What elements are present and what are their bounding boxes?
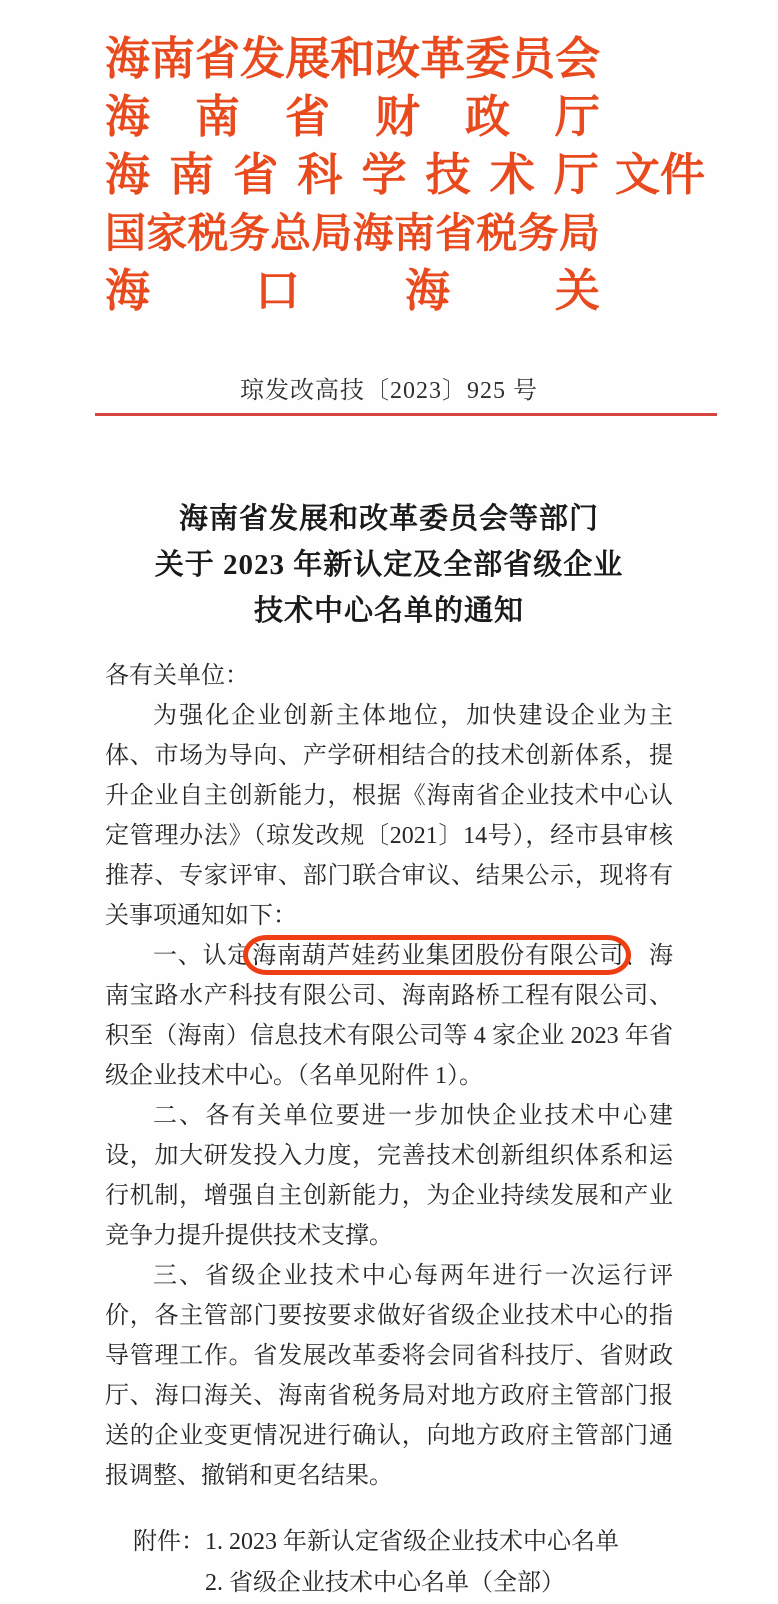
paragraph-background: 为强化企业创新主体地位，加快建设企业为主体、市场为导向、产学研相结合的技术创新体系，提升企业自主创新能力，根据《海南省企业技术中心认定管理办法》（琼发改规〔2021〕14号），经市县审核推荐、专家评审、部门联合审议、结果公示，现将有关事项通知如下： <box>105 703 673 929</box>
notice-title-line-3: 技术中心名单的通知 <box>253 595 524 627</box>
letterhead-line-ndrc: 海 南 省 发 展 和 改 革 委 员 会 <box>105 33 601 84</box>
notice-body <box>105 656 673 1604</box>
document-number: 琼发改高技〔2023〕925 号 <box>240 378 538 404</box>
paragraph-recognition-pre: 一、认定 <box>153 943 253 969</box>
paragraph-requirements: 二、各有关单位要进一步加快企业技术中心建设，加大研发投入力度，完善技术创新组织体系和运行机制，增强自主创新能力，为企业持续发展和产业竞争力提升提供技术支撑。 <box>105 1103 673 1249</box>
attachments-block <box>133 1522 673 1604</box>
red-separator-line <box>95 413 717 416</box>
letterhead-line-customs: 海 口 海 关 <box>105 265 600 316</box>
attachments-label: 附件： <box>133 1529 205 1555</box>
letterhead-document-word: 文件 <box>614 149 705 200</box>
paragraph-recognition <box>105 936 673 1096</box>
highlighted-company-name: 海南葫芦娃药业集团股份有限公司 <box>252 943 625 969</box>
letterhead-line-science: 海 南 省 科 学 技 术 厅 <box>105 149 599 200</box>
letterhead-line-science-row <box>105 146 705 204</box>
paragraph-evaluation: 三、省级企业技术中心每两年进行一次运行评价，各主管部门要按要求做好省级企业技术中心的指导管理工作。省发展改革委将会同省科技厅、省财政厅、海口海关、海南省税务局对地方政府主管部门报送的企业变更情况进行确认，向地方政府主管部门通报调整、撤销和更名结果。 <box>105 1263 673 1489</box>
salutation: 各有关单位： <box>105 663 249 689</box>
attachment-item-2: 2. 省级企业技术中心名单（全部） <box>205 1570 565 1596</box>
attachment-item-1: 1. 2023 年新认定省级企业技术中心名单 <box>205 1529 619 1555</box>
notice-title-line-2: 关于 2023 年新认定及全部省级企业 <box>154 549 624 581</box>
notice-title <box>0 496 778 634</box>
paragraph-recognition-post: 、海南宝路水产科技有限公司、海南路桥工程有限公司、积至（海南）信息技术有限公司等 4 家企业 2023 年省级企业技术中心。（名单见附件 1）。 <box>105 943 674 1089</box>
attachments-list <box>205 1522 619 1604</box>
highlight-oval <box>252 943 624 969</box>
red-letterhead <box>105 30 705 320</box>
notice-title-line-1: 海南省发展和改革委员会等部门 <box>178 503 599 535</box>
letterhead-line-finance: 海 南 省 财 政 厅 <box>105 91 600 142</box>
letterhead-line-tax: 国 家 税 务 总 局 海 南 省 税 务 局 <box>105 209 600 256</box>
